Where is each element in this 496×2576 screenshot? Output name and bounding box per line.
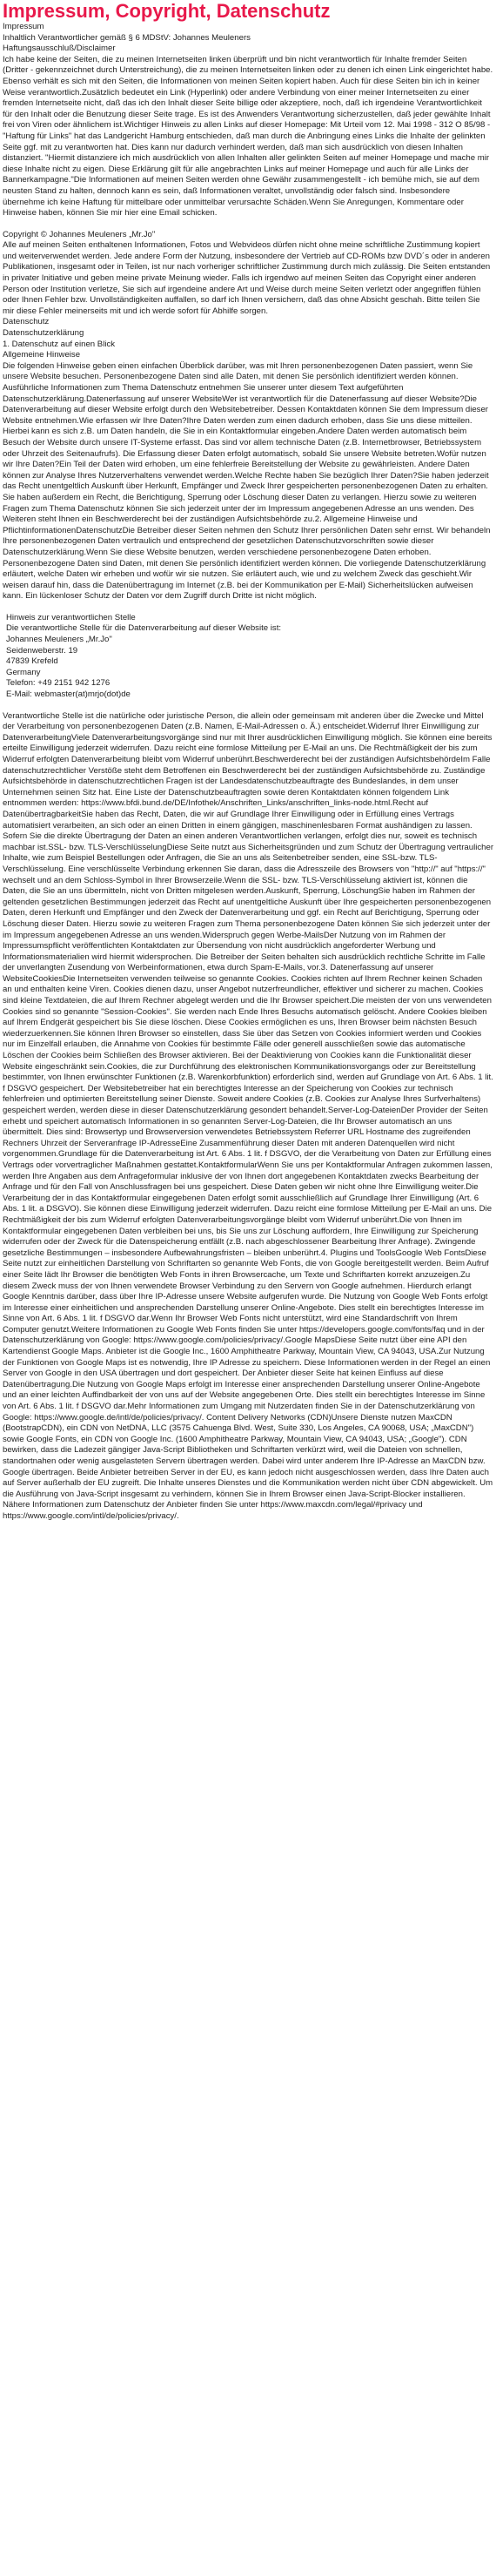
- verantwortliche-stelle-section: Hinweis zur verantwortlichen Stelle Die verantwortliche Stelle für die Datenverarbeitung auf dieser Website ist: Johannes Meuleners „Mr.Jo" Seidenweberstr. 19 47839 Krefeld Germany Telefon: +49 2151 942 1276 E-Mail: webmaster(at)mrjo(dot)de: [6, 612, 282, 700]
- section-gap: [3, 602, 493, 613]
- datenschutz-intro-section: Datenschutz Datenschutzerklärung 1. Datenschutz auf einen Blick Allgemeine Hinweise Die folgenden Hinweise geben einen einfachen Überblick darüber, was mit Ihren personenbezogenen Daten passiert, wenn Sie unsere Website besuchen. Personenbezogene Daten sind alle Daten, mit denen Sie persönlich identifiziert werden können. Ausführliche Informationen zum Thema Datenschutz entnehmen Sie unserer unter diesem Text aufgeführten Datenschutzerklärung.Datenerfassung auf unserer WebsiteWer ist verantwortlich für die Datenerfassung auf dieser Website?Die Datenverarbeitung auf dieser Website erfolgt durch den Websitebetreiber. Dessen Kontaktdaten können Sie dem Impressum dieser Website entnehmen.Wie erfassen wir Ihre Daten?Ihre Daten werden zum einen dadurch erhoben, dass Sie uns diese mitteilen. Hierbei kann es sich z.B. um Daten handeln, die Sie in ein Kontaktformular eingeben.Andere Daten werden automatisch beim Besuch der Website durch unsere IT-Systeme erfasst. Das sind vor allem technische Daten (z.B. Internetbrowser, Betriebssystem oder Uhrzeit des Seitenaufrufs). Die Erfassung dieser Daten erfolgt automatisch, sobald Sie unsere Website betreten.Wofür nutzen wir Ihre Daten?Ein Teil der Daten wird erhoben, um eine fehlerfreie Bereitstellung der Website zu gewährleisten. Andere Daten können zur Analyse Ihres Nutzerverhaltens verwendet werden.Welche Rechte haben Sie bezüglich Ihrer Daten?Sie haben jederzeit das Recht unentgeltlich Auskunft über Herkunft, Empfänger und Zweck Ihrer gespeicherten personenbezogenen Daten zu erhalten. Sie haben außerdem ein Recht, die Berichtigung, Sperrung oder Löschung dieser Daten zu verlangen. Hierzu sowie zu weiteren Fragen zum Thema Datenschutz können Sie sich jederzeit unter der im Impressum angegebenen Adresse an uns wenden. Des Weiteren steht Ihnen ein Beschwerderecht bei der zuständigen Aufsichtsbehörde zu.2. Allgemeine Hinweise und PflichtinformationenDatenschutzDie Betreiber dieser Seiten nehmen den Schutz Ihrer persönlichen Daten sehr ernst. Wir behandeln Ihre personenbezogenen Daten vertraulich und entsprechend der gesetzlichen Datenschutzvorschriften sowie dieser Datenschutzerklärung.Wenn Sie diese Website benutzen, werden verschiedene personenbezogene Daten erhoben. Personenbezogene Daten sind Daten, mit denen Sie persönlich identifiziert werden können. Die vorliegende Datenschutzerklärung erläutert, welche Daten wir erheben und wofür wir sie nutzen. Sie erläutert auch, wie und zu welchem Zweck das geschieht.Wir weisen darauf hin, dass die Datenübertragung im Internet (z.B. bei der Kommunikation per E-Mail) Sicherheitslücken aufweisen kann. Ein lückenloser Schutz der Daten vor dem Zugriff durch Dritte ist nicht möglich.: [3, 317, 491, 602]
- copyright-section: Copyright © Johannes Meuleners „Mr.Jo" Alle auf meinen Seiten enthaltenen Informationen, Fotos und Webvideos dürfen nicht ohne meine schriftliche Zustimmung kopiert und weiterverwendet werden. Jede andere Form der Nutzung, insbesondere der Vertrieb auf CD-ROMs bzw DVD´s oder in anderen Publikationen, insgesamt oder in Teilen, ist nur nach vorheriger schriftlicher Zustimmung durch mich zulässig. Die Seiten entstanden in privater Initiative und geben meine private Meinung wieder. Falls ich irgendwo auf meinen Seiten das Copyright einer anderen Person oder Institution verletze, Sie sich auf irgendeine andere Art und Weise durch meine Seiten verletzt oder angegriffen fühlen oder Ihnen Fehler bzw. Unvollständigkeiten auffallen, so darf ich Ihnen versichern, daß das ohne Absicht geschah. Bitte teilen Sie mir diese Fehler meinerseits mit und ich werde sofort für Abhilfe sorgen.: [3, 229, 491, 316]
- section-gap: [3, 701, 493, 711]
- page-title: Impressum, Copyright, Datenschutz: [3, 0, 331, 22]
- impressum-section: Impressum Inhaltlich Verantwortlicher gemäß § 6 MDStV: Johannes Meuleners Haftungsausschluß/Disclaimer Ich habe keine der Seiten, die zu meinen Internetseiten linken überprüft und bin nicht verantwortlich für Inhalte fremder Seiten (Dritter - gekennzeichnet durch Unterstreichung), die zu meinen Internetseiten linken oder zu denen ich einen Link eingerichtet habe. Ebenso verhält es sich mit den Seiten, die Informationen von meinen Seiten kopiert haben. Auch für diese Seiten bin ich in keiner Weise verantwortlich.Zusätzlich bedeutet ein Link (Hyperlink) oder andere Verbindung von einer meiner Internetseiten zu einer fremden Internetseite nicht, daß das ich den Inhalt dieser Seite billige oder akzeptiere, noch, daß ich irgendeine Verantwortlichkeit für den Inhalt oder die Benutzung dieser Seite trage. Es ist des Anwenders Verantwortung sicherzustellen, daß jeder gewählte Inhalt frei von Viren oder ähnlichem ist.Wichtiger Hinweis zu allen Links auf dieser Homepage: Mit Urteil vom 12. Mai 1998 - 312 O 85/98 - "Haftung für Links" hat das Landgericht Hamburg entschieden, daß man durch die Anbringung eines Links die Inhalte der gelinkten Seite ggf. mit zu verantworten hat. Dies kann nur dadurch verhindert werden, daß man sich ausdrücklich von diesen Inhalten distanziert. "Hiermit distanziere ich mich ausdrücklich von allen Inhalten aller gelinkten Seiten auf meiner Homepage und mache mir diese Inhalte nicht zu eigen. Diese Erklärung gilt für alle angebrachten Links auf meiner Homepage und auch für alle Links der Bannerkampagne."Die Informationen auf meinen Seiten werden ohne Gewähr zusammengestellt - ich bemühe mich, sie auf dem neusten Stand zu halten, dennoch kann es sein, daß Informationen veraltet, unvollständig oder falsch sind. Insbesondere übernehme ich keine Haftung für mittelbare oder unmittelbar verursachte Schäden.Wenn Sie Anregungen, Kommentare oder Hinweise haben, können Sie mir hier eine Email schicken.: [3, 22, 493, 219]
- section-gap: [3, 219, 493, 230]
- datenschutz-main-section: Verantwortliche Stelle ist die natürliche oder juristische Person, die allein oder gemeinsam mit anderen über die Zwecke und Mittel der Verarbeitung von personenbezogenen Daten (z.B. Namen, E-Mail-Adressen o. Ä.) entscheidet.Widerruf Ihrer Einwilligung zur DatenverarbeitungViele Datenverarbeitungsvorgänge sind nur mit Ihrer ausdrücklichen Einwilligung möglich. Sie können eine bereits erteilte Einwilligung jederzeit widerrufen. Dazu reicht eine formlose Mitteilung per E-Mail an uns. Die Rechtmäßigkeit der bis zum Widerruf erfolgten Datenverarbeitung bleibt vom Widerruf unberührt.Beschwerderecht bei der zuständigen AufsichtsbehördeIm Falle datenschutzrechtlicher Verstöße steht dem Betroffenen ein Beschwerderecht bei der zuständigen Aufsichtsbehörde zu. Zuständige Aufsichtsbehörde in datenschutzrechtlichen Fragen ist der Landesdatenschutzbeauftragte des Bundeslandes, in dem unser Unternehmen seinen Sitz hat. Eine Liste der Datenschutzbeauftragten sowie deren Kontaktdaten können folgendem Link entnommen werden: https://www.bfdi.bund.de/DE/Infothek/Anschriften_Links/anschriften_links-node.html.Recht auf DatenübertragbarkeitSie haben das Recht, Daten, die wir auf Grundlage Ihrer Einwilligung oder in Erfüllung eines Vertrags automatisiert verarbeiten, an sich oder an einen Dritten in einem gängigen, maschinenlesbaren Format aushändigen zu lassen. Sofern Sie die direkte Übertragung der Daten an einen anderen Verantwortlichen verlangen, erfolgt dies nur, soweit es technisch machbar ist.SSL- bzw. TLS-VerschlüsselungDiese Seite nutzt aus Sicherheitsgründen und zum Schutz der Übertragung vertraulicher Inhalte, wie zum Beispiel Bestellungen oder Anfragen, die Sie an uns als Seitenbetreiber senden, eine SSL-bzw. TLS-Verschlüsselung. Eine verschlüsselte Verbindung erkennen Sie daran, dass die Adresszeile des Browsers von "http://" auf "https://" wechselt und an dem Schloss-Symbol in Ihrer Browserzeile.Wenn die SSL- bzw. TLS-Verschlüsselung aktiviert ist, können die Daten, die Sie an uns übermitteln, nicht von Dritten mitgelesen werden.Auskunft, Sperrung, LöschungSie haben im Rahmen der geltenden gesetzlichen Bestimmungen jederzeit das Recht auf unentgeltliche Auskunft über Ihre gespeicherten personenbezogenen Daten, deren Herkunft und Empfänger und den Zweck der Datenverarbeitung und ggf. ein Recht auf Berichtigung, Sperrung oder Löschung dieser Daten. Hierzu sowie zu weiteren Fragen zum Thema personenbezogene Daten können Sie sich jederzeit unter der im Impressum angegebenen Adresse an uns wenden.Widerspruch gegen Werbe-MailsDer Nutzung von im Rahmen der Impressumspflicht veröffentlichten Kontaktdaten zur Übersendung von nicht ausdrücklich angeforderter Werbung und Informationsmaterialien wird hiermit widersprochen. Die Betreiber der Seiten behalten sich ausdrücklich rechtliche Schritte im Falle der unverlangten Zusendung von Werbeinformationen, etwa durch Spam-E-Mails, vor.3. Datenerfassung auf unserer WebsiteCookiesDie Internetseiten verwenden teilweise so genannte Cookies. Cookies richten auf Ihrem Rechner keinen Schaden an und enthalten keine Viren. Cookies dienen dazu, unser Angebot nutzerfreundlicher, effektiver und sicherer zu machen. Cookies sind kleine Textdateien, die auf Ihrem Rechner abgelegt werden und die Ihr Browser speichert.Die meisten der von uns verwendeten Cookies sind so genannte "Session-Cookies". Sie werden nach Ende Ihres Besuchs automatisch gelöscht. Andere Cookies bleiben auf Ihrem Endgerät gespeichert bis Sie diese löschen. Diese Cookies ermöglichen es uns, Ihren Browser beim nächsten Besuch wiederzuerkennen.Sie können Ihren Browser so einstellen, dass Sie über das Setzen von Cookies informiert werden und Cookies nur im Einzelfall erlauben, die Annahme von Cookies für bestimmte Fälle oder generell ausschließen sowie das automatische Löschen der Cookies beim Schließen des Browser aktivieren. Bei der Deaktivierung von Cookies kann die Funktionalität dieser Website eingeschränkt sein.Cookies, die zur Durchführung des elektronischen Kommunikationsvorgangs oder zur Bereitstellung bestimmter, von Ihnen erwünschter Funktionen (z.B. Warenkorbfunktion) erforderlich sind, werden auf Grundlage von Art. 6 Abs. 1 lit. f DSGVO gespeichert. Der Websitebetreiber hat ein berechtigtes Interesse an der Speicherung von Cookies zur technisch fehlerfreien und optimierten Bereitstellung seiner Dienste. Soweit andere Cookies (z.B. Cookies zur Analyse Ihres Surfverhaltens) gespeichert werden, werden diese in dieser Datenschutzerklärung gesondert behandelt.Server-Log-DateienDer Provider der Seiten erhebt und speichert automatisch Informationen in so genannten Server-Log-Dateien, die Ihr Browser automatisch an uns übermittelt. Dies sind: Browsertyp und Browserversion verwendetes Betriebssystem Referrer URL Hostname des zugreifenden Rechners Uhrzeit der Serveranfrage IP-AdresseEine Zusammenführung dieser Daten mit anderen Datenquellen wird nicht vorgenommen.Grundlage für die Datenverarbeitung ist Art. 6 Abs. 1 lit. f DSGVO, der die Verarbeitung von Daten zur Erfüllung eines Vertrags oder vorvertraglicher Maßnahmen gestattet.KontaktformularWenn Sie uns per Kontaktformular Anfragen zukommen lassen, werden Ihre Angaben aus dem Anfrageformular inklusive der von Ihnen dort angegebenen Kontaktdaten zwecks Bearbeitung der Anfrage und für den Fall von Anschlussfragen bei uns gespeichert. Diese Daten geben wir nicht ohne Ihre Einwilligung weiter.Die Verarbeitung der in das Kontaktformular eingegebenen Daten erfolgt somit ausschließlich auf Grundlage Ihrer Einwilligung (Art. 6 Abs. 1 lit. a DSGVO). Sie können diese Einwilligung jederzeit widerrufen. Dazu reicht eine formlose Mitteilung per E-Mail an uns. Die Rechtmäßigkeit der bis zum Widerruf erfolgten Datenverarbeitungsvorgänge bleibt vom Widerruf unberührt.Die von Ihnen im Kontaktformular eingegebenen Daten verbleiben bei uns, bis Sie uns zur Löschung auffordern, Ihre Einwilligung zur Speicherung widerrufen oder der Zweck für die Datenspeicherung entfällt (z.B. nach abgeschlossener Bearbeitung Ihrer Anfrage). Zwingende gesetzliche Bestimmungen – insbesondere Aufbewahrungsfristen – bleiben unberührt.4. Plugins und ToolsGoogle Web FontsDiese Seite nutzt zur einheitlichen Darstellung von Schriftarten so genannte Web Fonts, die von Google bereitgestellt werden. Beim Aufruf einer Seite lädt Ihr Browser die benötigten Web Fonts in ihren Browsercache, um Texte und Schriftarten korrekt anzuzeigen.Zu diesem Zweck muss der von Ihnen verwendete Browser Verbindung zu den Servern von Google aufnehmen. Hierdurch erlangt Google Kenntnis darüber, dass über Ihre IP-Adresse unsere Website aufgerufen wurde. Die Nutzung von Google Web Fonts erfolgt im Interesse einer einheitlichen und ansprechenden Darstellung unserer Online-Angebote. Dies stellt ein berechtigtes Interesse im Sinne von Art. 6 Abs. 1 lit. f DSGVO dar.Wenn Ihr Browser Web Fonts nicht unterstützt, wird eine Standardschrift von Ihrem Computer genutzt.Weitere Informationen zu Google Web Fonts finden Sie unter https://developers.google.com/fonts/faq und in der Datenschutzerklärung von Google: https://www.google.com/policies/privacy/.Google MapsDiese Seite nutzt über eine API den Kartendienst Google Maps. Anbieter ist die Google Inc., 1600 Amphitheatre Parkway, Mountain View, CA 94043, USA.Zur Nutzung der Funktionen von Google Maps ist es notwendig, Ihre IP Adresse zu speichern. Diese Informationen werden in der Regel an einen Server von Google in den USA übertragen und dort gespeichert. Der Anbieter dieser Seite hat keinen Einfluss auf diese Datenübertragung.Die Nutzung von Google Maps erfolgt im Interesse einer ansprechenden Darstellung unserer Online-Angebote und an einer leichten Auffindbarkeit der von uns auf der Website angegebenen Orte. Dies stellt ein berechtigtes Interesse im Sinne von Art. 6 Abs. 1 lit. f DSGVO dar.Mehr Informationen zum Umgang mit Nutzerdaten finden Sie in der Datenschutzerklärung von Google: https://www.google.de/intl/de/policies/privacy/. Content Delivery Networks (CDN)Unsere Dienste nutzen MaxCDN (BootstrapCDN), ein CDN von NetDNA, LLC (3575 Cahuenga Blvd. West, Suite 330, Los Angeles, CA 90068, USA; „MaxCDN") sowie Google Fonts, ein CDN von Google Inc. (1600 Amphitheatre Parkway, Mountain View, CA 94043, USA; „Google"). CDN bewirken, dass die Ladezeit gängiger Java-Script Bibliotheken und Schriftarten verkürzt wird, weil die Dateien von schnellen, standortnahen oder wenig ausgelasteten Servern übertragen werden. Dabei wird unter anderem Ihre IP-Adresse an MaxCDN bzw. Google übertragen. Beide Anbieter betreiben Server in der EU, es kann jedoch nicht ausgeschlossen werden, dass Ihre Daten auch auf Server außerhalb der EU zugreift. Die Inhalte unseres Dienstes und die Kommunikation werden nicht über CDN abgewickelt. Um die Ausführung von Java-Script insgesamt zu verhindern, können Sie in Ihrem Browser einen Java-Script-Blocker installieren. Nähere Informationen zum Datenschutz der Anbieter finden Sie unter https://www.maxcdn.com/legal/#privacy und https://www.google.com/intl/de/policies/privacy/.: [3, 710, 494, 1521]
